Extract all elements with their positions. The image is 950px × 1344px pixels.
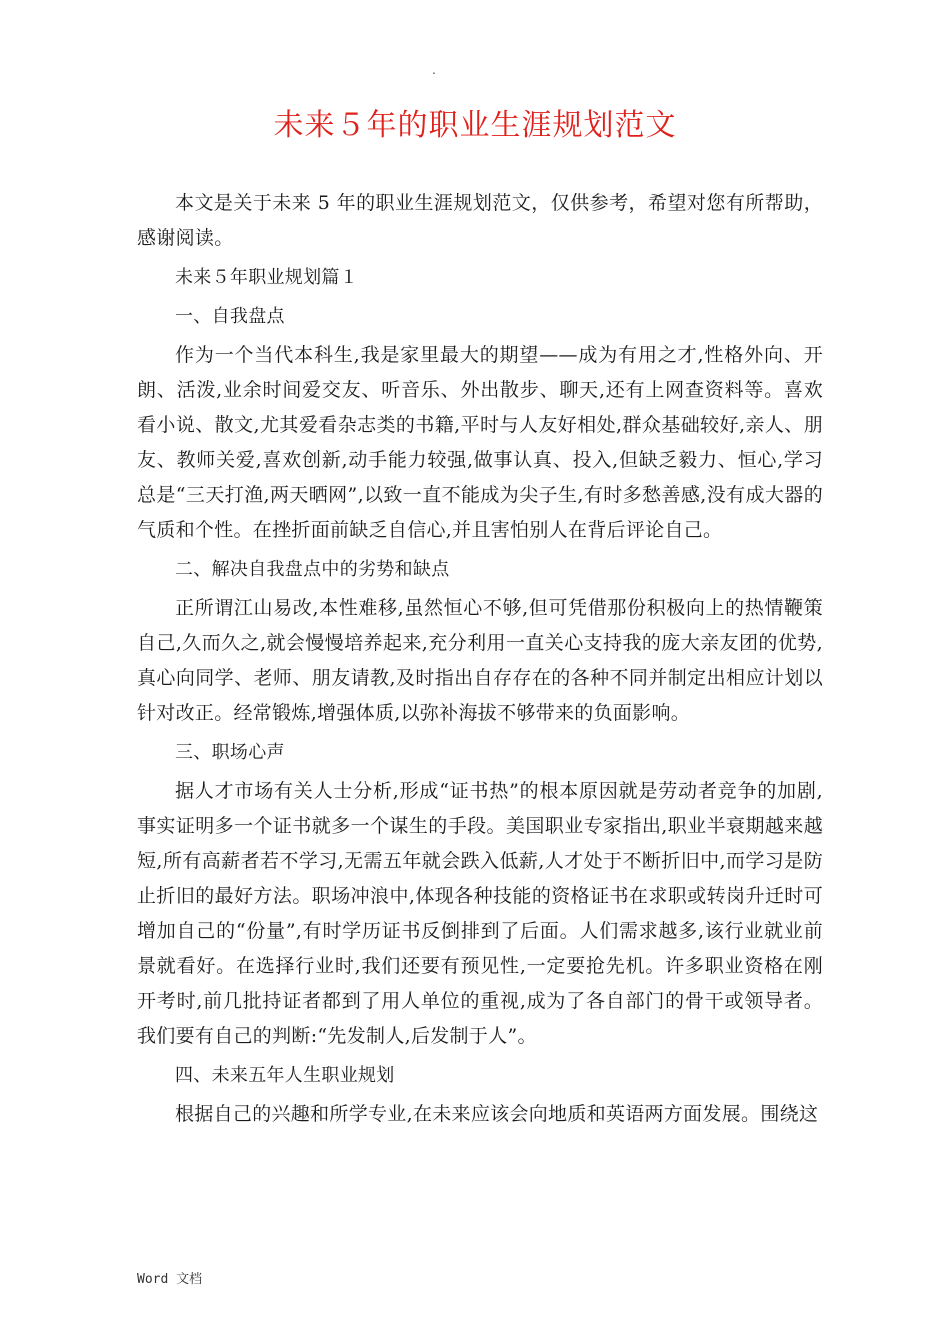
paragraph-weakness: 正所谓江山易改,本性难移,虽然恒心不够,但可凭借那份积极向上的热情鞭策自己,久而久之,就会慢慢培养起来,充分利用一直关心支持我的庞大亲友团的优势,真心向同学、老师、朋友请教,及时指出自存存在的各种不同并制定出相应计划以针对改正。经常锻炼,增强体质,以弥补海拔不够带来的负面影响。 <box>137 597 823 724</box>
section-heading-five-year-plan: 四、未来五年人生职业规划 <box>175 1065 395 1086</box>
footer-label: Word 文档 <box>137 1272 203 1287</box>
section-heading-part-1: 未来５年职业规划篇１ <box>175 267 358 288</box>
paragraph-workplace: 据人才市场有关人士分析,形成“证书热”的根本原因就是劳动者竞争的加剧,事实证明多一个证书就多一个谋生的手段。美国职业专家指出,职业半衰期越来越短,所有高薪者若不学习,无需五年就会跌入低薪,人才处于不断折旧中,而学习是防止折旧的最好方法。职场冲浪中,体现各种技能的资格证书在求职或转岗升迁时可增加自己的“份量”,有时学历证书反倒排到了后面。人们需求越多,该行业就业前景就看好。在选择行业时,我们还要有预见性,一定要抢先机。许多职业资格在刚开考时,前几批持证者都到了用人单位的重视,成为了各自部门的骨干或领导者。我们要有自己的判断:“先发制人,后发制于人”。 <box>137 780 823 1047</box>
intro-paragraph: 本文是关于未来 5 年的职业生涯规划范文，仅供参考，希望对您有所帮助，感谢阅读。 <box>137 192 823 249</box>
document-title: 未来５年的职业生涯规划范文 <box>273 108 677 143</box>
paragraph-self-review: 作为一个当代本科生,我是家里最大的期望——成为有用之才,性格外向、开朗、活泼,业余时间爱交友、听音乐、外出散步、聊天,还有上网查资料等。喜欢看小说、散文,尤其爱看杂志类的书籍,平时与人友好相处,群众基础较好,亲人、朋友、教师关爱,喜欢创新,动手能力较强,做事认真、投入,但缺乏毅力、恒心,学习总是“三天打渔,两天晒网”,以致一直不能成为尖子生,有时多愁善感,没有成大器的气质和个性。在挫折面前缺乏自信心,并且害怕别人在背后评论自己。 <box>137 344 823 541</box>
section-heading-self-review: 一、自我盘点 <box>175 306 285 327</box>
section-heading-weakness: 二、解决自我盘点中的劣势和缺点 <box>175 559 450 580</box>
section-heading-workplace: 三、职场心声 <box>175 742 285 763</box>
header-dot: . <box>432 63 436 77</box>
paragraph-five-year-plan: 根据自己的兴趣和所学专业,在未来应该会向地质和英语两方面发展。围绕这 <box>175 1103 819 1125</box>
document-body <box>137 186 823 1132</box>
